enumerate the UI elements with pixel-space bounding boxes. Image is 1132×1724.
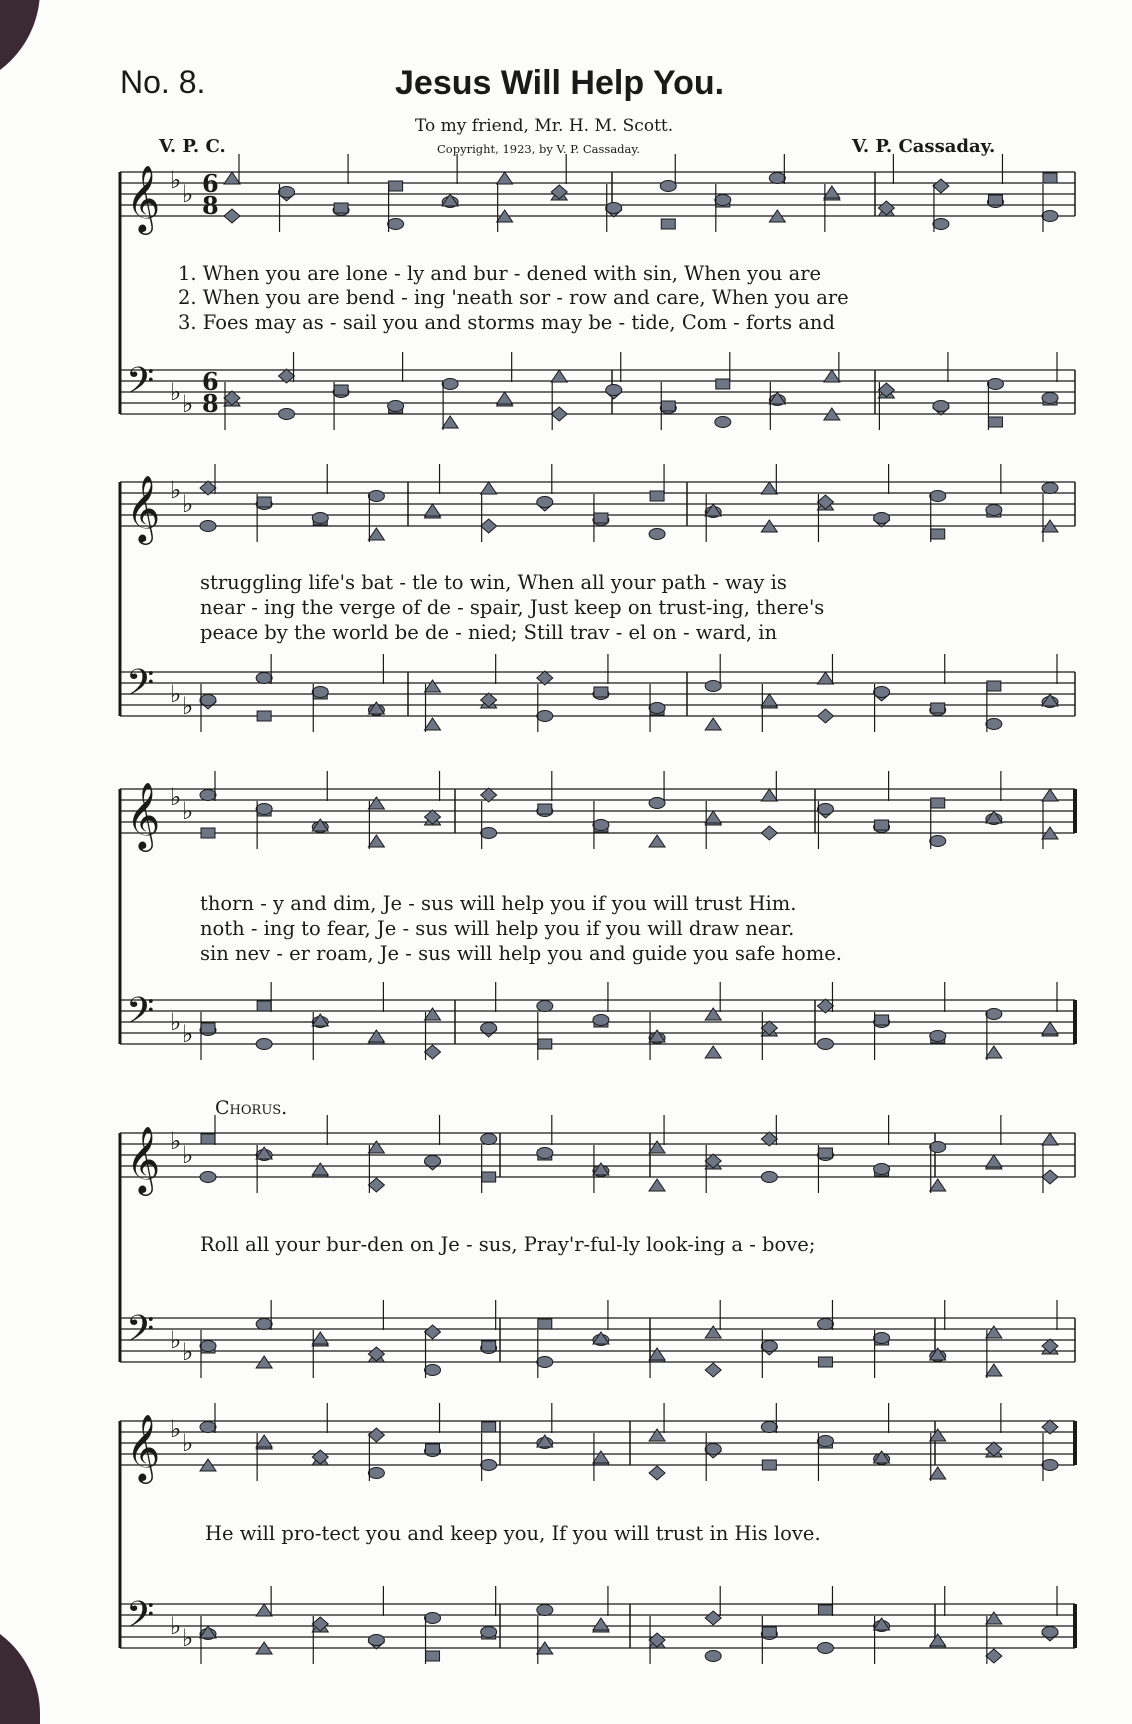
notehead: [368, 491, 384, 502]
notehead: [761, 1422, 777, 1433]
notehead: [256, 1604, 272, 1616]
notehead: [716, 379, 730, 389]
flat-sign-icon: ♭: [182, 692, 194, 720]
notehead: [537, 1357, 553, 1368]
notehead: [497, 392, 513, 404]
notehead: [1042, 483, 1058, 494]
notehead: [817, 1436, 833, 1447]
notehead: [874, 1164, 890, 1175]
notehead: [931, 529, 945, 539]
flat-sign-icon: ♭: [182, 180, 194, 208]
notehead: [650, 491, 664, 501]
notehead: [256, 1435, 272, 1447]
notehead: [933, 179, 949, 193]
notehead: [818, 1605, 832, 1615]
notehead: [874, 1333, 890, 1344]
notehead: [537, 1148, 553, 1159]
notehead: [537, 711, 553, 722]
notehead: [715, 195, 731, 206]
lyric-line-s3-v3: sin nev - er roam, Je - sus will help you and guide you safe home.: [200, 942, 842, 965]
notehead: [1042, 1133, 1058, 1145]
flat-sign-icon: ♭: [182, 1020, 194, 1048]
notehead: [1042, 1627, 1058, 1638]
notehead: [538, 1039, 552, 1049]
notehead: [257, 497, 271, 507]
notehead: [201, 828, 215, 838]
notehead: [368, 797, 384, 809]
notehead: [481, 1023, 497, 1034]
notehead: [649, 529, 665, 540]
notehead: [593, 1015, 609, 1026]
notehead: [537, 1605, 553, 1616]
notehead: [933, 219, 949, 230]
notehead: [538, 804, 552, 814]
notehead: [817, 1643, 833, 1654]
notehead: [986, 1364, 1002, 1376]
flat-sign-icon: ♭: [170, 1326, 182, 1354]
notehead: [660, 181, 676, 192]
words-by: V. P. C.: [159, 136, 226, 157]
notehead: [481, 1627, 497, 1638]
notehead: [986, 1046, 1002, 1058]
treble-clef-icon: 𝄞: [126, 1413, 161, 1481]
notehead: [649, 798, 665, 809]
notehead: [368, 1141, 384, 1153]
bass-clef-icon: 𝄢: [126, 360, 155, 411]
notehead: [481, 482, 497, 494]
notehead: [425, 1365, 441, 1376]
notehead: [368, 528, 384, 540]
notehead: [649, 1348, 665, 1360]
notehead: [481, 1460, 497, 1471]
notehead: [986, 719, 1002, 730]
treble-clef-icon: 𝄞: [126, 781, 161, 849]
notehead: [312, 513, 328, 524]
treble-clef-icon: 𝄞: [126, 474, 161, 542]
music-by: V. P. Cassaday.: [852, 136, 996, 157]
notehead: [1043, 173, 1057, 183]
notehead: [1042, 1022, 1058, 1034]
bass-clef-icon: 𝄢: [126, 1308, 155, 1359]
notehead: [649, 835, 665, 847]
notehead: [482, 1172, 496, 1182]
notehead: [933, 401, 949, 412]
notehead: [537, 1001, 553, 1012]
notehead: [661, 401, 675, 411]
notehead: [761, 789, 777, 801]
bass-clef-icon: 𝄢: [126, 1594, 155, 1645]
time-signature-bottom: 8: [202, 389, 219, 418]
notehead: [715, 417, 731, 428]
notehead: [705, 1326, 721, 1338]
lyric-line-s4: Roll all your bur-den on Je - sus, Pray'r-ful-ly look-ing a - bove;: [200, 1233, 816, 1256]
notehead: [425, 1613, 441, 1624]
flat-sign-icon: ♭: [182, 1429, 194, 1457]
notehead: [425, 1045, 441, 1059]
notehead: [537, 497, 553, 508]
time-signature-top: 6: [202, 169, 219, 198]
notehead: [368, 835, 384, 847]
notehead: [769, 173, 785, 184]
notehead: [425, 1325, 441, 1339]
notehead: [649, 1141, 665, 1153]
notehead: [200, 790, 216, 801]
notehead: [368, 1178, 384, 1192]
notehead: [594, 513, 608, 523]
notehead: [705, 718, 721, 730]
flat-sign-icon: ♭: [170, 166, 182, 194]
notehead: [761, 1172, 777, 1183]
flat-sign-icon: ♭: [170, 783, 182, 811]
bass-clef-icon: 𝄢: [126, 662, 155, 713]
notehead: [761, 826, 777, 840]
notehead: [817, 672, 833, 684]
notehead: [988, 195, 1002, 205]
flat-sign-icon: ♭: [182, 490, 194, 518]
notehead: [988, 417, 1002, 427]
notehead: [817, 1319, 833, 1330]
notehead: [497, 172, 513, 184]
notehead: [824, 370, 840, 382]
lyric-line-s2-v3: peace by the world be de - nied; Still trav - el on - ward, in: [200, 621, 778, 644]
notehead: [368, 1030, 384, 1042]
notehead: [762, 1627, 776, 1637]
lyric-line-s2-v2: near - ing the verge of de - spair, Just keep on trust-ing, there's: [200, 596, 825, 619]
notehead: [481, 519, 497, 533]
notehead: [1042, 211, 1058, 222]
notehead: [931, 798, 945, 808]
lyric-line-s3-v1: thorn - y and dim, Je - sus will help you if you will trust Him.: [200, 892, 797, 915]
notehead: [930, 1467, 946, 1479]
notehead: [649, 703, 665, 714]
notehead: [875, 820, 889, 830]
flat-sign-icon: ♭: [182, 1338, 194, 1366]
notehead: [426, 1444, 440, 1454]
notehead: [986, 505, 1002, 516]
notehead: [481, 1134, 497, 1145]
notehead: [425, 680, 441, 692]
notehead: [312, 687, 328, 698]
notehead: [538, 1319, 552, 1329]
notehead: [425, 718, 441, 730]
notehead: [256, 1319, 272, 1330]
flat-sign-icon: ♭: [182, 797, 194, 825]
notehead: [930, 1429, 946, 1441]
notehead: [986, 1326, 1002, 1338]
notehead: [200, 1341, 216, 1352]
notehead: [1042, 1460, 1058, 1471]
hymn-number: No. 8.: [120, 64, 206, 100]
dedication: To my friend, Mr. H. M. Scott.: [415, 116, 674, 136]
chorus-label: Chorus.: [215, 1097, 288, 1119]
notehead: [200, 1422, 216, 1433]
notehead: [200, 695, 216, 706]
notehead: [987, 379, 1003, 390]
notehead: [312, 1163, 328, 1175]
notehead: [551, 407, 567, 421]
treble-clef-icon: 𝄞: [126, 164, 161, 232]
notehead: [224, 209, 240, 223]
copyright-notice: Copyright, 1923, by V. P. Cassaday.: [437, 142, 641, 156]
notehead: [986, 1649, 1002, 1663]
notehead: [762, 1460, 776, 1470]
notehead: [986, 1612, 1002, 1624]
notehead: [257, 711, 271, 721]
notehead: [425, 504, 441, 516]
notehead: [818, 1357, 832, 1367]
notehead: [368, 1468, 384, 1479]
flat-sign-icon: ♭: [170, 476, 182, 504]
flat-sign-icon: ♭: [170, 1008, 182, 1036]
notehead: [649, 1179, 665, 1191]
notehead: [661, 219, 675, 229]
notehead: [986, 1009, 1002, 1020]
notehead: [256, 804, 272, 815]
treble-clef-icon: 𝄞: [126, 1125, 161, 1193]
notehead: [425, 1156, 441, 1167]
notehead: [818, 1148, 832, 1158]
notehead: [224, 172, 240, 184]
flat-sign-icon: ♭: [170, 1612, 182, 1640]
lyric-line-s1-v2: 2. When you are bend - ing 'neath sor - row and care, When you are: [178, 286, 849, 309]
notehead: [201, 1134, 215, 1144]
notehead: [705, 1046, 721, 1058]
notehead: [551, 370, 567, 382]
notehead: [987, 681, 1001, 691]
notehead: [817, 1039, 833, 1050]
flat-sign-icon: ♭: [182, 390, 194, 418]
notehead: [256, 1039, 272, 1050]
notehead: [593, 1618, 609, 1630]
flat-sign-icon: ♭: [170, 680, 182, 708]
notehead: [875, 1015, 889, 1025]
notehead: [986, 1155, 1002, 1167]
notehead: [426, 1651, 440, 1661]
notehead: [705, 1444, 721, 1455]
notehead: [442, 379, 458, 390]
notehead: [279, 187, 295, 198]
notehead: [606, 385, 622, 396]
notehead: [606, 203, 622, 214]
notehead: [593, 820, 609, 831]
notehead: [368, 1635, 384, 1646]
notehead: [761, 1341, 777, 1352]
notehead: [874, 513, 890, 524]
lyric-line-s5: He will pro-tect you and keep you, If you will trust in His love.: [205, 1522, 821, 1545]
notehead: [930, 1142, 946, 1153]
notehead: [817, 804, 833, 815]
notehead: [931, 703, 945, 713]
flat-sign-icon: ♭: [182, 1141, 194, 1169]
notehead: [824, 186, 840, 198]
notehead: [368, 1428, 384, 1442]
notehead: [425, 1008, 441, 1020]
notehead: [1042, 393, 1058, 404]
notehead: [705, 811, 721, 823]
notehead: [200, 1172, 216, 1183]
lyric-line-s1-v3: 3. Foes may as - sail you and storms may be - tide, Com - forts and: [178, 311, 835, 334]
notehead: [481, 828, 497, 839]
notehead: [817, 709, 833, 723]
notehead: [594, 687, 608, 697]
notehead: [593, 1451, 609, 1463]
notehead: [482, 1341, 496, 1351]
hymn-title: Jesus Will Help You.: [395, 64, 725, 102]
notehead: [1042, 789, 1058, 801]
notehead: [201, 1023, 215, 1033]
notehead: [389, 181, 403, 191]
notehead: [334, 203, 348, 213]
flat-sign-icon: ♭: [182, 1624, 194, 1652]
notehead: [705, 681, 721, 692]
lyric-line-s3-v2: noth - ing to fear, Je - sus will help you if you will draw near.: [200, 917, 795, 940]
notehead: [257, 1001, 271, 1011]
notehead: [388, 401, 404, 412]
notehead: [279, 409, 295, 420]
notehead: [930, 1634, 946, 1646]
notehead: [705, 1008, 721, 1020]
notehead: [761, 482, 777, 494]
lyric-line-s1-v1: 1. When you are lone - ly and bur - dened with sin, When you are: [178, 262, 822, 285]
notehead: [930, 1031, 946, 1042]
notehead: [442, 416, 458, 428]
notehead: [256, 673, 272, 684]
flat-sign-icon: ♭: [170, 378, 182, 406]
notehead: [930, 1179, 946, 1191]
notehead: [649, 1429, 665, 1441]
flat-sign-icon: ♭: [170, 1127, 182, 1155]
notehead: [312, 1332, 328, 1344]
notehead: [705, 1651, 721, 1662]
notehead: [761, 694, 777, 706]
notehead: [930, 491, 946, 502]
notehead: [705, 1363, 721, 1377]
notehead: [705, 1611, 721, 1625]
bass-clef-icon: 𝄢: [126, 990, 155, 1041]
time-signature-bottom: 8: [202, 191, 219, 220]
notehead: [482, 1422, 496, 1432]
notehead: [930, 836, 946, 847]
time-signature-top: 6: [202, 367, 219, 396]
notehead: [388, 219, 404, 230]
notehead: [334, 385, 348, 395]
notehead: [649, 1466, 665, 1480]
notehead: [200, 521, 216, 532]
flat-sign-icon: ♭: [170, 1415, 182, 1443]
notehead: [1042, 1170, 1058, 1184]
notehead: [874, 687, 890, 698]
lyric-line-s2-v1: struggling life's bat - tle to win, When all your path - way is: [200, 571, 787, 594]
